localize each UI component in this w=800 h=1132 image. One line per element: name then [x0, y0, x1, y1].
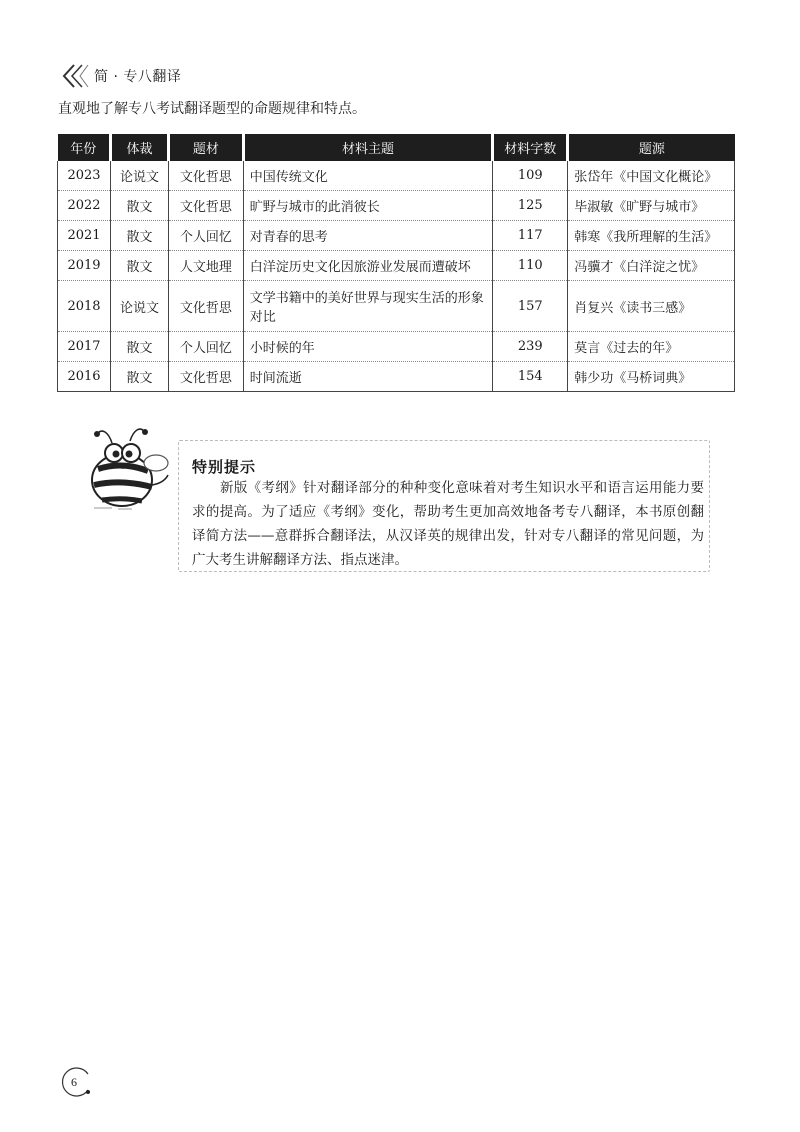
col-header-theme: 材料主题 [243, 134, 493, 161]
tip-body: 新版《考纲》针对翻译部分的种种变化意味着对考生知识水平和语言运用能力要求的提高。为了适应《考纲》变化，帮助考生更加高效地备考专八翻译，本书原创翻译简方法——意群拆合翻译法，从汉译英的规律出发，针对专八翻译的常见问题，为广大考生讲解翻译方法、指点迷津。 [192, 480, 704, 568]
cell-year: 2021 [58, 221, 111, 251]
section-title: 简 · 专八翻译 [94, 69, 182, 85]
cell-theme: 文学书籍中的美好世界与现实生活的形象对比 [243, 281, 493, 332]
table-row [58, 281, 735, 332]
table-row [58, 221, 735, 251]
cell-year: 2022 [58, 191, 111, 221]
chevron-logo-icon [60, 63, 90, 89]
cell-genre: 散文 [110, 362, 168, 392]
table-row [58, 161, 735, 191]
section-header [60, 62, 181, 90]
cell-topic-type: 文化哲思 [168, 362, 243, 392]
cell-genre: 散文 [110, 251, 168, 281]
table-header-row [58, 134, 735, 161]
cell-source: 莫言《过去的年》 [568, 332, 735, 362]
cell-topic-type: 人文地理 [168, 251, 243, 281]
col-header-year: 年份 [58, 134, 111, 161]
col-header-source: 题源 [568, 134, 735, 161]
table-row [58, 251, 735, 281]
col-header-genre: 体裁 [110, 134, 168, 161]
cell-topic-type: 个人回忆 [168, 332, 243, 362]
cell-year: 2017 [58, 332, 111, 362]
cell-word-count: 109 [493, 161, 568, 191]
cell-source: 冯骥才《白洋淀之忧》 [568, 251, 735, 281]
cell-topic-type: 文化哲思 [168, 161, 243, 191]
cell-source: 肖复兴《读书三感》 [568, 281, 735, 332]
page-number-badge [58, 1064, 94, 1100]
cell-word-count: 239 [493, 332, 568, 362]
cell-word-count: 117 [493, 221, 568, 251]
cell-genre: 论说文 [110, 281, 168, 332]
cell-year: 2023 [58, 161, 111, 191]
cell-topic-type: 文化哲思 [168, 281, 243, 332]
bee-mascot-icon [82, 425, 177, 515]
cell-theme: 时间流逝 [243, 362, 493, 392]
cell-genre: 散文 [110, 191, 168, 221]
cell-topic-type: 文化哲思 [168, 191, 243, 221]
cell-theme: 对青春的思考 [243, 221, 493, 251]
cell-word-count: 154 [493, 362, 568, 392]
cell-word-count: 110 [493, 251, 568, 281]
cell-source: 张岱年《中国文化概论》 [568, 161, 735, 191]
cell-theme: 小时候的年 [243, 332, 493, 362]
cell-genre: 散文 [110, 332, 168, 362]
cell-genre: 论说文 [110, 161, 168, 191]
tip-title: 特别提示 [192, 458, 257, 476]
table-row [58, 191, 735, 221]
cell-word-count: 125 [493, 191, 568, 221]
cell-year: 2019 [58, 251, 111, 281]
intro-text: 直观地了解专八考试翻译题型的命题规律和特点。 [58, 101, 366, 117]
cell-theme: 白洋淀历史文化因旅游业发展而遭破坏 [243, 251, 493, 281]
page-number: 6 [71, 1075, 77, 1089]
cell-source: 韩少功《马桥词典》 [568, 362, 735, 392]
cell-topic-type: 个人回忆 [168, 221, 243, 251]
cell-year: 2018 [58, 281, 111, 332]
cell-source: 韩寒《我所理解的生活》 [568, 221, 735, 251]
cell-theme: 旷野与城市的此消彼长 [243, 191, 493, 221]
exam-table [57, 134, 735, 392]
col-header-word-count: 材料字数 [493, 134, 568, 161]
cell-theme: 中国传统文化 [243, 161, 493, 191]
cell-word-count: 157 [493, 281, 568, 332]
table-row [58, 362, 735, 392]
cell-source: 毕淑敏《旷野与城市》 [568, 191, 735, 221]
table-row [58, 332, 735, 362]
cell-genre: 散文 [110, 221, 168, 251]
cell-year: 2016 [58, 362, 111, 392]
col-header-topic-type: 题材 [168, 134, 243, 161]
